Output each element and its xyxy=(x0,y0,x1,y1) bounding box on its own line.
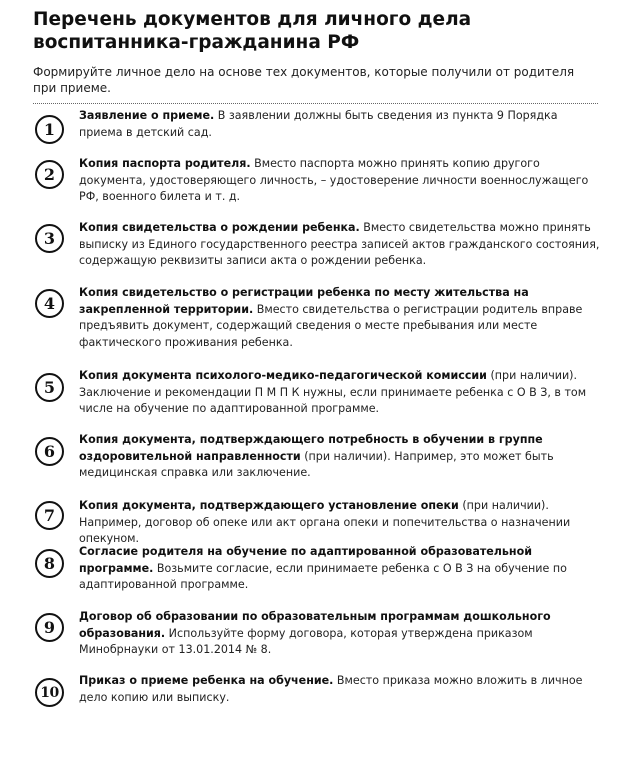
number-badge: 3 xyxy=(35,224,64,253)
item-heading: Согласие родителя на обучение по адаптированной образовательной программе. xyxy=(79,545,532,575)
item-description: Вместо свидетельства можно принять выписку из Единого государственного реестра записей актов гражданского состояния, содержащую реквизиты записи акта о рождении ребенка. xyxy=(79,221,600,267)
item-description: Вместо паспорта можно принять копию другого документа, удостоверяющего личность, – удостоверение личности военнослужащего РФ, военного билета и т. д. xyxy=(79,157,589,203)
item-description: Возьмите согласие, если принимаете ребенка с О В З на обучение по адаптированной программе. xyxy=(79,561,567,591)
item-heading: Копия документа, подтверждающего потребность в обучении в группе оздоровительной направленности xyxy=(79,433,543,463)
dotted-divider xyxy=(33,103,598,104)
number-badge: 1 xyxy=(35,115,64,144)
item-text xyxy=(79,432,601,482)
document-title: Перечень документов для личного дела воспитанника-гражданина РФ xyxy=(33,9,472,53)
item-heading: Договор об образовании по образовательным программам дошкольного образования. xyxy=(79,610,551,640)
item-description: Вместо приказа можно вложить в личное дело копию или выписку. xyxy=(79,674,583,704)
item-text xyxy=(79,220,601,270)
number-badge: 2 xyxy=(35,160,64,189)
item-text xyxy=(79,498,601,548)
item-text xyxy=(79,108,601,141)
item-text xyxy=(79,156,601,206)
item-heading: Копия документа психолого-медико-педагогической комиссии xyxy=(79,369,487,382)
number-badge: 9 xyxy=(35,613,64,642)
item-description: Вместо свидетельства о регистрации родитель вправе предъявить документ, содержащий сведения о месте пребывания или месте фактического проживания ребенка. xyxy=(79,302,583,349)
item-description: (при наличии). Например, договор об опеке или акт органа опеки и попечительства о назначении опекуном. xyxy=(79,499,571,545)
item-description: Используйте форму договора, которая утверждена приказом Минобрнауки от 13.01.2014 № 8. xyxy=(79,626,533,656)
item-description: В заявлении должны быть сведения из пункта 9 Порядка приема в детский сад. xyxy=(79,109,558,139)
item-description: (при наличии). Например, это может быть медицинская справка или заключение. xyxy=(79,449,554,479)
item-text xyxy=(79,544,601,594)
number-badge: 7 xyxy=(35,501,64,530)
item-text xyxy=(79,368,601,418)
item-heading: Копия документа, подтверждающего установление опеки xyxy=(79,499,459,512)
item-heading: Копия паспорта родителя. xyxy=(79,157,251,170)
intro-text: Формируйте личное дело на основе тех документов, которые получили от родителя при приеме. xyxy=(33,65,575,95)
number-badge: 8 xyxy=(35,549,64,578)
number-badge: 10 xyxy=(35,678,64,707)
item-heading: Копия свидетельство о регистрации ребенка по месту жительства на закрепленной территории. xyxy=(79,286,529,316)
item-text xyxy=(79,609,601,659)
item-heading: Приказ о приеме ребенка на обучение. xyxy=(79,674,334,687)
number-badge: 4 xyxy=(35,289,64,318)
number-badge: 5 xyxy=(35,373,64,402)
item-heading: Копия свидетельства о рождении ребенка. xyxy=(79,221,360,234)
item-heading: Заявление о приеме. xyxy=(79,109,215,122)
item-text xyxy=(79,673,601,706)
item-text xyxy=(79,285,601,351)
number-badge: 6 xyxy=(35,437,64,466)
item-description: (при наличии). Заключение и рекомендации П М П К нужны, если принимаете ребенка с О В З, в том числе на обучение по адаптированной программе. xyxy=(79,369,587,415)
